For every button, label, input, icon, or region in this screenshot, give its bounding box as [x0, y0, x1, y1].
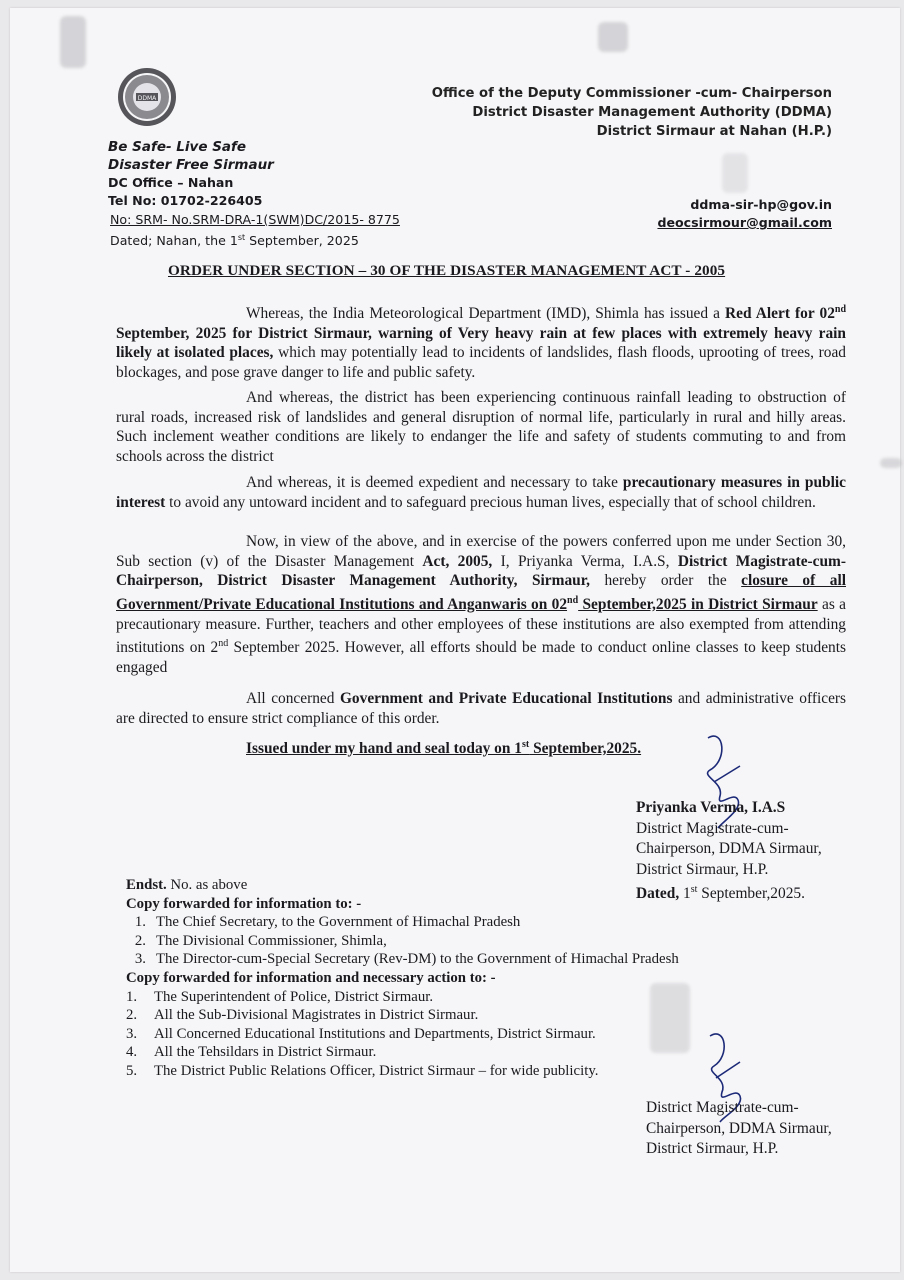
copy-info-list	[126, 913, 746, 969]
office-header	[432, 84, 832, 141]
endorsement-number: Endst. No. as above	[126, 877, 248, 893]
list-item-text: The Divisional Commissioner, Shimla,	[156, 932, 387, 949]
endorsement-block	[126, 876, 746, 1081]
slogan-1: Be Safe- Live Safe	[108, 139, 247, 155]
list-item-number: 1.	[126, 988, 138, 1005]
list-item	[126, 1062, 746, 1081]
office-contact	[108, 138, 274, 210]
list-item	[126, 988, 746, 1007]
copy-action-heading: Copy forwarded for information and necessary action to: -	[126, 969, 496, 986]
list-item	[126, 950, 746, 969]
issued-line: Issued under my hand and seal today on 1st September,2025.	[246, 739, 642, 758]
list-item-number: 1.	[134, 914, 146, 931]
list-item-number: 2.	[126, 1007, 138, 1024]
email-block	[657, 196, 832, 232]
list-item	[126, 1043, 746, 1062]
list-item-text: The District Public Relations Officer, District Sirmaur – for wide publicity.	[154, 1062, 599, 1079]
list-item	[126, 1025, 746, 1044]
telephone: Tel No: 01702-226405	[108, 193, 263, 208]
signatory-district: District Sirmaur, H.P.	[636, 860, 769, 878]
order-heading: ORDER UNDER SECTION – 30 OF THE DISASTER MANAGEMENT ACT - 2005	[168, 262, 726, 279]
paragraph-imd-alert: Whereas, the India Meteorological Department (IMD), Shimla has issued a Red Alert for 02nd September, 2025 for District Sirmaur, warning of Very heavy rain at few places with extremely heavy rain likely at isolated places, which may potentially lead to incidents of landslides, flash floods, uprooting of trees, road blockages, and pose grave danger to life and public safety.	[116, 304, 847, 381]
signatory-name: Priyanka Verma, I.A.S	[636, 799, 786, 816]
list-item	[126, 913, 746, 932]
list-item-number: 3.	[126, 1025, 138, 1042]
copy-info-heading: Copy forwarded for information to: -	[126, 895, 362, 912]
signatory2-district: District Sirmaur, H.P.	[646, 1140, 779, 1157]
signatory-dated: Dated, 1st September,2025.	[636, 884, 805, 903]
list-item-text: The Chief Secretary, to the Government of Himachal Pradesh	[156, 914, 521, 931]
list-item	[126, 1006, 746, 1025]
list-item-number: 3.	[134, 951, 146, 968]
list-item-number: 5.	[126, 1062, 138, 1079]
document-page	[10, 8, 900, 1272]
paragraph-order: Now, in view of the above, and in exercise of the powers conferred upon me under Section 30, Sub section (v) of the Disaster Management Act, 2005, I, Priyanka Verma, I.A.S, District Magistrate-cum-Chairperson, District Disaster Management Authority, Sirmaur, hereby order the closure of all Government/Private Educational Institutions and Anganwaris on 02nd September,2025 in District Sirmaur as a precautionary measure. Further, teachers and other employees of these institutions are also exempted from attending institutions on 2nd September 2025. However, all efforts should be made to conduct online classes to keep students engaged	[116, 533, 847, 676]
scan-smudge	[598, 22, 628, 52]
list-item-number: 4.	[126, 1044, 138, 1061]
email-deo[interactable]: deocsirmour@gmail.com	[657, 215, 832, 230]
signatory2-chairperson: Chairperson, DDMA Sirmaur,	[646, 1119, 832, 1137]
office-line-1: Office of the Deputy Commissioner -cum- Chairperson	[431, 86, 832, 101]
signatory-designation: District Magistrate-cum-	[636, 819, 789, 837]
scan-smudge	[60, 16, 86, 68]
paragraph-compliance: All concerned Government and Private Educational Institutions and administrative officers are directed to ensure strict compliance of this order.	[116, 690, 847, 727]
list-item	[126, 932, 746, 951]
office-line-2: District Disaster Management Authority (DDMA)	[472, 105, 832, 120]
signatory-chairperson: Chairperson, DDMA Sirmaur,	[636, 840, 822, 857]
dated-line: Dated; Nahan, the 1st September, 2025	[110, 233, 359, 249]
scan-smudge	[722, 153, 748, 193]
slogan-2: Disaster Free Sirmaur	[108, 157, 274, 173]
reference-number: No: SRM- No.SRM-DRA-1(SWM)DC/2015- 8775	[110, 212, 400, 227]
list-item-text: All Concerned Educational Institutions and Departments, District Sirmaur.	[154, 1025, 596, 1042]
scan-smudge	[880, 458, 902, 468]
reference-block	[110, 211, 400, 250]
list-item-text: The Superintendent of Police, District Sirmaur.	[154, 988, 434, 1005]
list-item-text: The Director-cum-Special Secretary (Rev-DM) to the Government of Himachal Pradesh	[156, 951, 679, 968]
office-line-3: District Sirmaur at Nahan (H.P.)	[596, 124, 832, 139]
copy-action-list	[126, 988, 746, 1081]
email-ddma[interactable]: ddma-sir-hp@gov.in	[690, 197, 832, 212]
dc-office: DC Office – Nahan	[108, 175, 234, 190]
ddma-seal-logo	[108, 66, 186, 128]
signatory-block-2	[646, 1098, 832, 1160]
list-item-number: 2.	[134, 932, 146, 949]
list-item-text: All the Sub-Divisional Magistrates in District Sirmaur.	[154, 1007, 479, 1024]
list-item-text: All the Tehsildars in District Sirmaur.	[154, 1044, 377, 1061]
signatory2-designation: District Magistrate-cum-	[646, 1099, 799, 1116]
paragraph-rainfall: And whereas, the district has been experiencing continuous rainfall leading to obstruction of rural roads, increased risk of landslides and general disruption of normal life, particularly in rural and hilly areas. Such inclement weather conditions are likely to endanger the life and safety of students commuting to and from schools across the district	[116, 389, 846, 465]
seal-text: DDMA	[137, 95, 157, 102]
paragraph-precaution: And whereas, it is deemed expedient and necessary to take precautionary measures in public interest to avoid any untoward incident and to safeguard precious human lives, especially that of school children.	[116, 474, 846, 511]
